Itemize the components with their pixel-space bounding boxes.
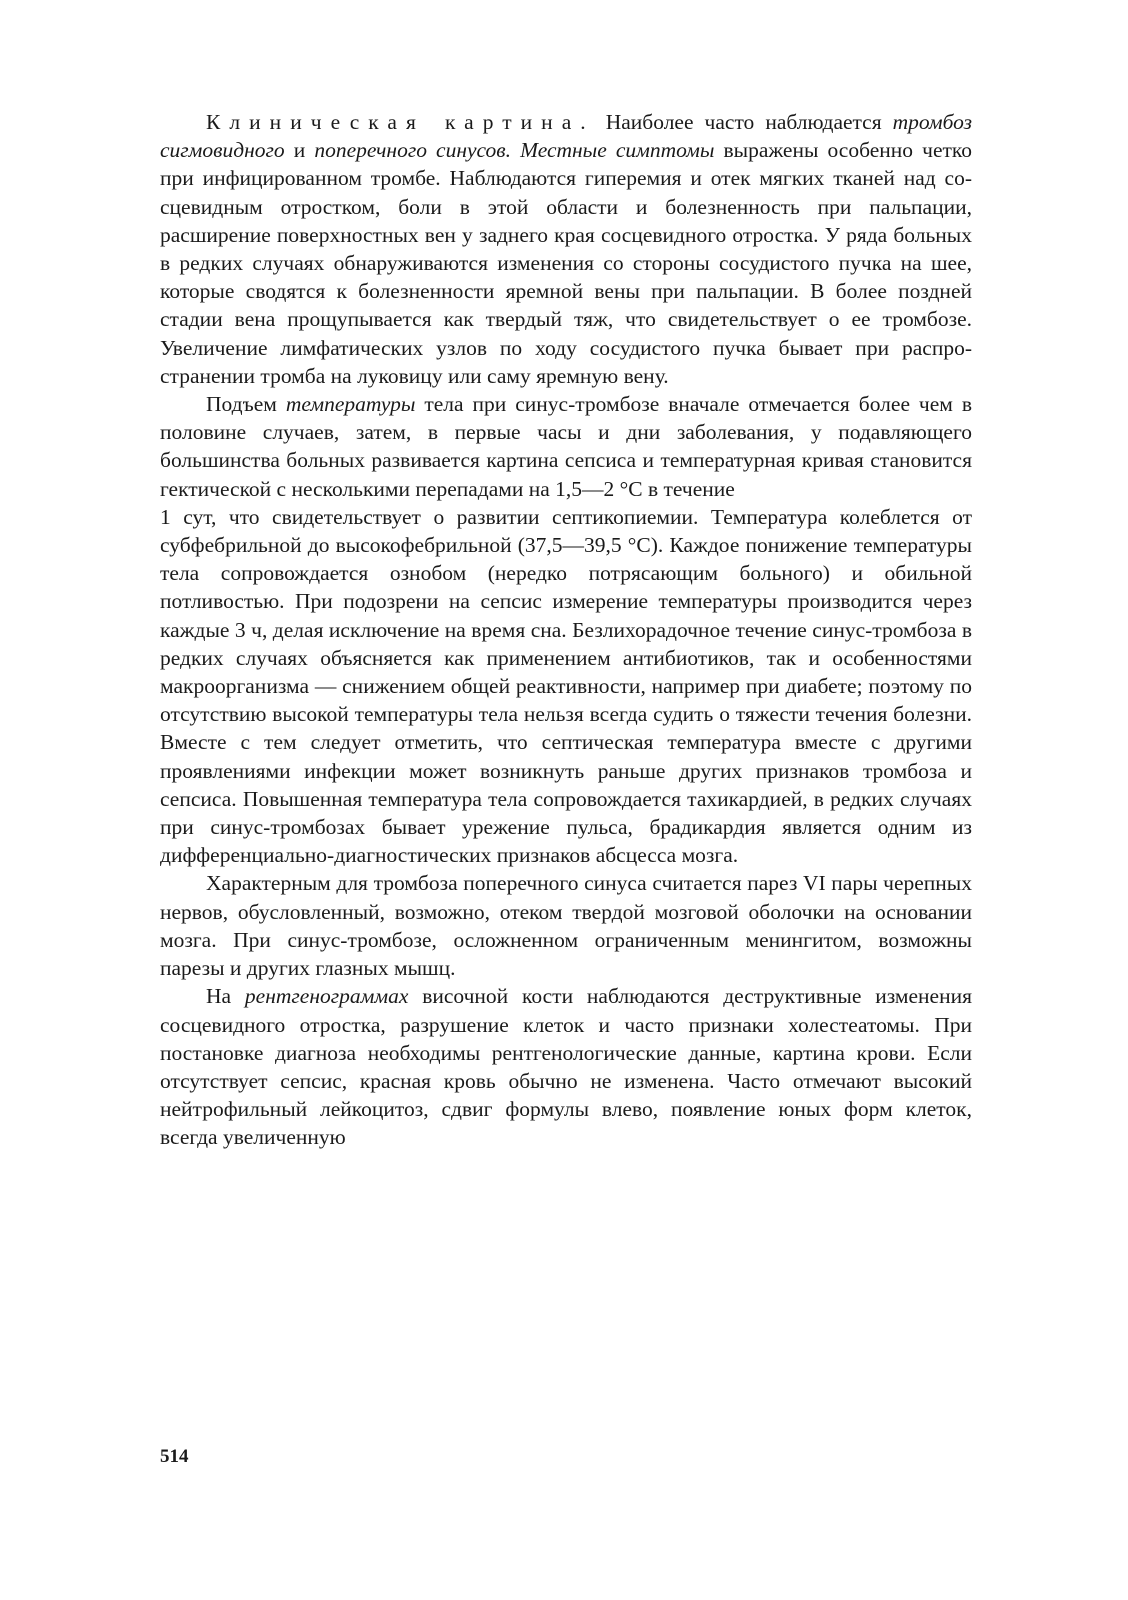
text-run: На — [206, 984, 245, 1009]
text-run: и — [284, 138, 315, 163]
paragraph-temperature-continued: 1 сут, что свидетельствует о развитии септикопиемии. Температура колеблется от субфебрильной до высокофебрильной (37,5—39,5 °С). Каждое понижение температуры тела сопровождается ознобом (нередко потрясающим больного) и обильной потливостью. При подозрени на сепсис измерение температуры производится через каждые 3 ч, делая исключение на время сна. Безлихорадочное течение синус-тромбоза в редких случаях объясняется как применением антибиотиков, так и особенностями макроорганизма — снижением общей реактивности, например при диабете; поэтому по отсутствию высокой температуры тела нельзя всегда судить о тяжести течения болезни. Вместе с тем следует отметить, что септическая температура вместе с другими проявлениями инфекции может возникнуть раньше других признаков тромбоза и сепсиса. Повышенная температура тела сопровождается тахикардией, в редких случаях при синус-тромбозах бывает урежение пульса, брадикардия является одним из дифференциально-диагностических признаков абсцесса мозга. — [160, 504, 972, 868]
paragraph-radiographs — [160, 982, 972, 1151]
text-run: Подъем — [206, 392, 286, 417]
italic-term: поперечного синусов. Местные симптомы — [314, 138, 715, 163]
paragraph-transverse-sinus: Характерным для тромбоза поперечного синуса считается парез VI пары черепных нервов, обусловленный, возможно, отеком твердой мозговой оболочки на основании мозга. При синус-тромбозе, осложненном ограниченным менингитом, возможны парезы и других глазных мышц. — [160, 871, 972, 981]
page-body — [160, 108, 972, 1152]
italic-term: температуры — [285, 392, 416, 417]
italic-term: рентгенограммах — [244, 984, 409, 1009]
page-number: 514 — [160, 1446, 189, 1467]
italic-term: тромбоз сигмовидного — [160, 110, 972, 163]
text-run: Наиболее часто наблюдается — [594, 110, 893, 134]
text-run: тела при синус-тромбозе вначале отмечается более чем в половине случаев, затем, в первые часы и дни заболевания, у подавляющего большинства больных развивается картина сепсиса и температурная кривая становится гектической с несколькими перепадами на 1,5—2 °С в течение — [160, 392, 972, 501]
paragraph-temperature — [160, 390, 972, 503]
text-run: височной кости наблюдаются деструктивные изменения сосцевидного отростка, разрушение клеток и часто признаки холестеатомы. При постановке диагноза необходимы рентгенологические данные, картина крови. Если отсутствует сепсис, красная кровь обычно не изменена. Часто отмечают высокий нейтрофильный лейкоцитоз, сдвиг формулы влево, появление юных форм клеток, всегда увеличенную — [160, 984, 972, 1150]
section-heading-inline: Клиническая картина. — [206, 110, 595, 134]
text-run: выражены особенно четко при инфицированном тромбе. Наблюдаются гиперемия и отек мягких тканей над сосцевидным отростком, боли в этой области и болезненность при пальпации, расширение поверхностных вен у заднего края сосцевидного отростка. У ряда больных в редких случаях обнаруживаются изменения со стороны сосудистого пучка на шее, которые сводятся к болезненности яремной вены при пальпации. В более поздней стадии вена прощупывается как твердый тяж, что свидетельствует о ее тромбозе. Увеличение лимфатических узлов по ходу сосудистого пучка бывает при распространении тромба на луковицу или саму яремную вену. — [160, 138, 972, 388]
paragraph-clinical-picture — [160, 108, 972, 390]
